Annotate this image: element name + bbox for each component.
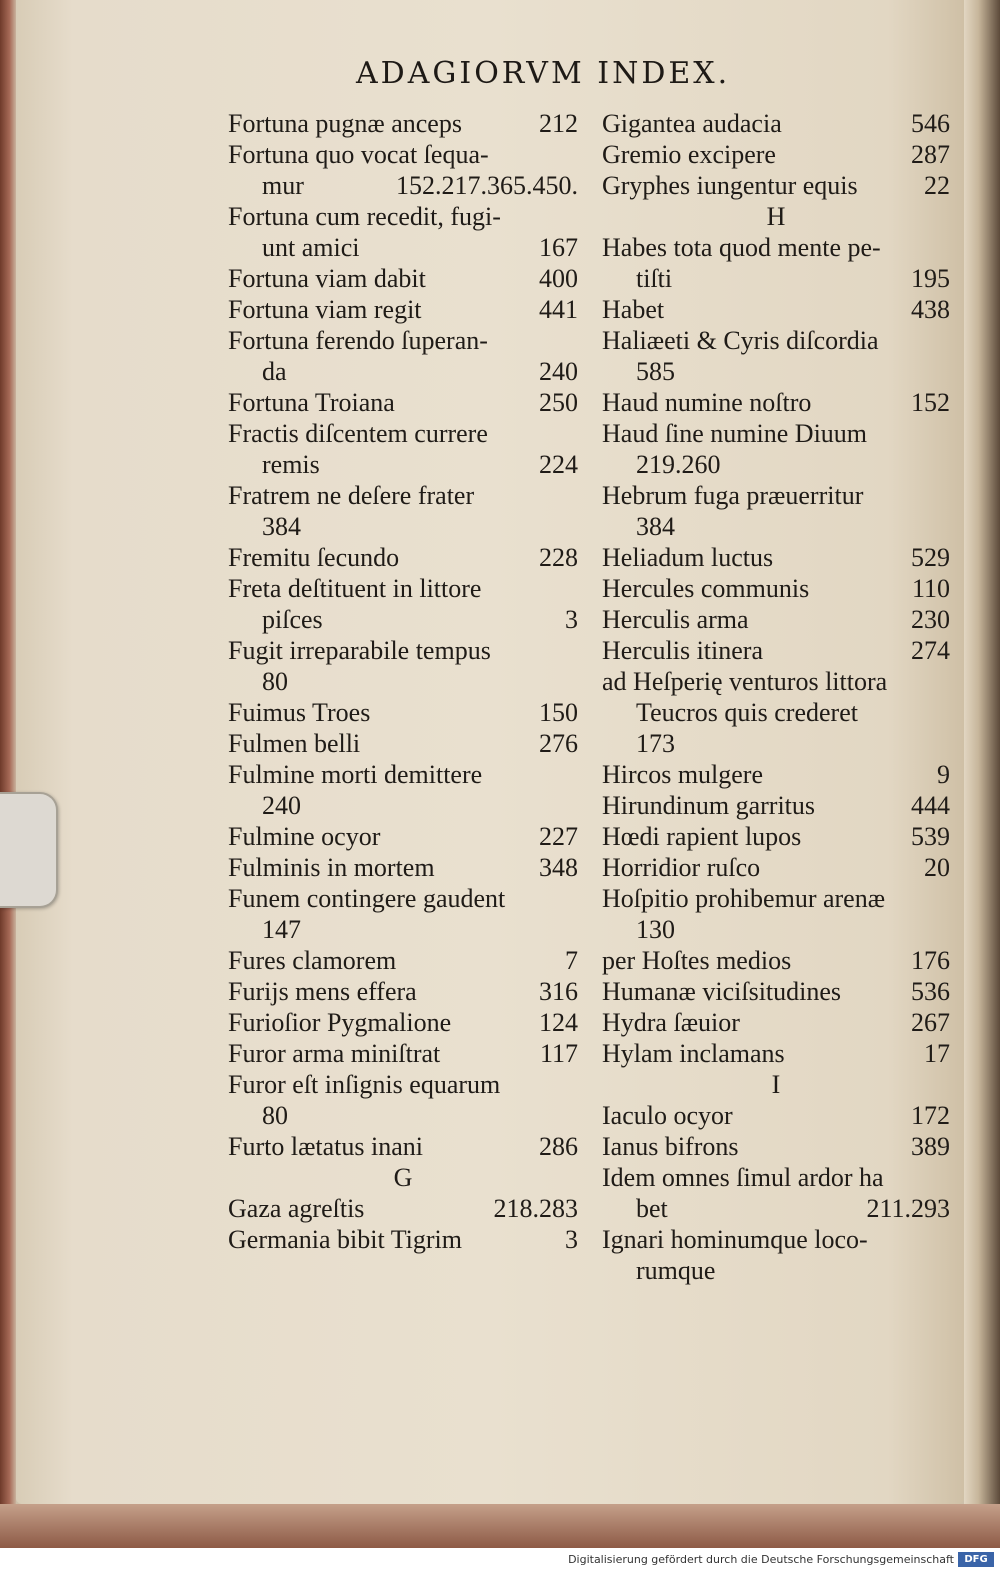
entry-text: remis (262, 450, 320, 479)
index-entry (602, 790, 950, 821)
entry-text: Furioſior Pygmalione (228, 1008, 452, 1037)
entry-page-ref: 444 (911, 791, 950, 820)
entry-line (602, 945, 950, 976)
entry-page-ref: 152 (911, 388, 950, 417)
entry-line (228, 511, 578, 542)
entry-line (602, 1007, 950, 1038)
entry-page-ref: 250 (539, 388, 578, 417)
entry-text: Gremio excipere (602, 140, 776, 169)
index-entry (228, 852, 578, 883)
entry-page-ref: 124 (539, 1008, 578, 1037)
index-entry (602, 1007, 950, 1038)
entry-line (602, 108, 950, 139)
entry-page-ref: 211.293 (866, 1194, 950, 1223)
entry-line (228, 108, 578, 139)
index-column-left (228, 108, 578, 1255)
entry-text: Furor arma miniſtrat (228, 1039, 441, 1068)
entry-line (228, 697, 578, 728)
entry-text: 384 (262, 512, 301, 541)
index-entry (228, 294, 578, 325)
entry-line (602, 1131, 950, 1162)
index-entry (228, 387, 578, 418)
entry-line (228, 449, 578, 480)
entry-text: Ignari hominumque loco- (602, 1225, 868, 1254)
entry-text: ad Heſperię venturos littora (602, 667, 888, 696)
entry-line (228, 790, 578, 821)
index-entry (228, 635, 578, 697)
entry-line (602, 697, 950, 728)
entry-line (228, 418, 578, 449)
index-entry (602, 325, 950, 387)
entry-page-ref: 3 (565, 1225, 578, 1254)
entry-line (602, 914, 950, 945)
entry-line (602, 790, 950, 821)
entry-line (228, 325, 578, 356)
index-entry (602, 945, 950, 976)
index-entry (228, 325, 578, 387)
entry-line (228, 604, 578, 635)
entry-page-ref: 274 (911, 636, 950, 665)
entry-text: 130 (636, 915, 675, 944)
index-entry (602, 294, 950, 325)
entry-text: Gryphes iungentur equis (602, 171, 858, 200)
index-entry (602, 108, 950, 139)
index-entry (602, 604, 950, 635)
entry-line (602, 666, 950, 697)
entry-text: Fulminis in mortem (228, 853, 435, 882)
index-entry (602, 635, 950, 666)
entry-text: Fremitu ſecundo (228, 543, 400, 572)
entry-text: 80 (262, 1101, 288, 1130)
index-entry (228, 480, 578, 542)
index-entry (602, 387, 950, 418)
entry-text: Furijs mens effera (228, 977, 417, 1006)
entry-text: Germania bibit Tigrim (228, 1225, 462, 1254)
entry-line (602, 449, 950, 480)
entry-text: Gaza agreſtis (228, 1194, 365, 1223)
index-entry (228, 139, 578, 201)
index-entry (602, 1162, 950, 1224)
entry-text: Hebrum fuga præuerritur (602, 481, 864, 510)
entry-line (228, 1100, 578, 1131)
index-entry (228, 542, 578, 573)
entry-line (602, 170, 950, 201)
entry-text: Fortuna viam dabit (228, 264, 426, 293)
entry-line (228, 914, 578, 945)
entry-line (602, 1038, 950, 1069)
entry-text: Hircos mulgere (602, 760, 764, 789)
entry-page-ref: 172 (911, 1101, 950, 1130)
entry-page-ref: 400 (539, 264, 578, 293)
entry-page-ref: 152.217.365.450. (396, 171, 578, 200)
entry-text: Habet (602, 295, 665, 324)
index-entry (228, 697, 578, 728)
entry-text: da (262, 357, 287, 386)
entry-text: Fortuna cum recedit, fugi- (228, 202, 501, 231)
index-entry (602, 852, 950, 883)
index-entry (228, 759, 578, 821)
entry-page-ref: 316 (539, 977, 578, 1006)
entry-line (602, 1100, 950, 1131)
dfg-logo: DFG (958, 1552, 994, 1567)
entry-text: 80 (262, 667, 288, 696)
index-entry (602, 1038, 950, 1069)
entry-line (228, 480, 578, 511)
section-letter: I (771, 1070, 781, 1099)
entry-page-ref: 286 (539, 1132, 578, 1161)
entry-page-ref: 7 (565, 946, 578, 975)
entry-line (602, 759, 950, 790)
entry-text: Fortuna viam regit (228, 295, 422, 324)
entry-page-ref: 267 (911, 1008, 950, 1037)
entry-page-ref: 536 (911, 977, 950, 1006)
entry-text: Herculis itinera (602, 636, 763, 665)
entry-line (602, 1255, 950, 1286)
entry-text: Hirundinum garritus (602, 791, 816, 820)
index-entry (228, 976, 578, 1007)
entry-text: Heliadum luctus (602, 543, 774, 572)
entry-line (602, 387, 950, 418)
entry-line (602, 604, 950, 635)
entry-line (602, 418, 950, 449)
entry-line (602, 263, 950, 294)
index-entry (602, 573, 950, 604)
entry-page-ref: 224 (539, 450, 578, 479)
entry-line (228, 1131, 578, 1162)
entry-text: 384 (636, 512, 675, 541)
index-entry (602, 418, 950, 480)
index-entry (228, 573, 578, 635)
entry-text: Fortuna Troiana (228, 388, 395, 417)
entry-text: rumque (636, 1256, 716, 1285)
entry-line (602, 1162, 950, 1193)
entry-page-ref: 438 (911, 295, 950, 324)
index-entry (228, 945, 578, 976)
footer-text: Digitalisierung gefördert durch die Deutsche Forschungsgemeinschaft (568, 1553, 954, 1566)
entry-page-ref: 9 (937, 760, 950, 789)
entry-line (602, 635, 950, 666)
entry-line (602, 139, 950, 170)
entry-line (602, 852, 950, 883)
entry-text: Haud numine noſtro (602, 388, 812, 417)
entry-line (228, 139, 578, 170)
entry-page-ref: 167 (539, 233, 578, 262)
index-entry (602, 1224, 950, 1286)
entry-text: Habes tota quod mente pe- (602, 233, 881, 262)
index-entry (228, 263, 578, 294)
entry-line (228, 573, 578, 604)
index-entry (228, 1038, 578, 1069)
entry-line (228, 1069, 578, 1100)
index-entry (602, 170, 950, 201)
entry-text: Haud ſine numine Diuum (602, 419, 868, 448)
entry-text: Hylam inclamans (602, 1039, 785, 1068)
entry-text: Hœdi rapient lupos (602, 822, 802, 851)
entry-page-ref: 348 (539, 853, 578, 882)
entry-line (228, 635, 578, 666)
entry-text: Fulmine ocyor (228, 822, 381, 851)
index-entry (602, 666, 950, 759)
entry-page-ref: 110 (911, 574, 950, 603)
entry-text: mur (262, 171, 304, 200)
entry-page-ref: 276 (539, 729, 578, 758)
entry-line (228, 1007, 578, 1038)
book-edge-right (964, 0, 1000, 1548)
entry-line (228, 728, 578, 759)
entry-text: Furto lætatus inani (228, 1132, 423, 1161)
page-clip (0, 792, 58, 908)
entry-text: Fulmen belli (228, 729, 361, 758)
entry-text: Gigantea audacia (602, 109, 782, 138)
entry-text: bet (636, 1194, 668, 1223)
index-entry (228, 418, 578, 480)
entry-text: Horridior ruſco (602, 853, 761, 882)
entry-text: Fuimus Troes (228, 698, 371, 727)
entry-text: Teucros quis crederet (636, 698, 858, 727)
index-entry (602, 542, 950, 573)
entry-text: 240 (262, 791, 301, 820)
index-entry (602, 1131, 950, 1162)
book-edge-left (0, 0, 16, 1548)
entry-text: Funem contingere gaudent (228, 884, 506, 913)
entry-page-ref: 195 (911, 264, 950, 293)
entry-line (228, 294, 578, 325)
entry-line (228, 1193, 578, 1224)
entry-line (228, 201, 578, 232)
index-entry (602, 821, 950, 852)
entry-line (228, 387, 578, 418)
entry-text: Fulmine morti demittere (228, 760, 483, 789)
index-entry (228, 1193, 578, 1224)
entry-text: Freta deſtituent in littore (228, 574, 482, 603)
index-entry (228, 821, 578, 852)
entry-page-ref: 441 (539, 295, 578, 324)
entry-line (602, 232, 950, 263)
entry-line (602, 573, 950, 604)
entry-page-ref: 539 (911, 822, 950, 851)
entry-page-ref: 22 (924, 171, 950, 200)
entry-line (228, 263, 578, 294)
entry-text: Idem omnes ſimul ardor ha (602, 1163, 884, 1192)
entry-page-ref: 176 (911, 946, 950, 975)
entry-line (602, 728, 950, 759)
index-entry (602, 232, 950, 294)
entry-text: Ianus bifrons (602, 1132, 739, 1161)
entry-page-ref: 218.283 (493, 1194, 578, 1223)
entry-page-ref: 389 (911, 1132, 950, 1161)
entry-page-ref: 117 (539, 1039, 578, 1068)
entry-text: Fures clamorem (228, 946, 397, 975)
entry-line (228, 759, 578, 790)
index-entry (228, 883, 578, 945)
index-entry (602, 976, 950, 1007)
entry-text: 173 (636, 729, 675, 758)
entry-text: per Hoſtes medios (602, 946, 792, 975)
index-entry (602, 759, 950, 790)
index-entry (602, 480, 950, 542)
book-edge-bottom (0, 1504, 1000, 1548)
entry-text: Fractis diſcentem currere (228, 419, 488, 448)
index-entry (228, 1007, 578, 1038)
entry-line (602, 821, 950, 852)
entry-text: 147 (262, 915, 301, 944)
index-entry (602, 1100, 950, 1131)
entry-line (228, 542, 578, 573)
entry-line (602, 480, 950, 511)
entry-text: Furor eſt inſignis equarum (228, 1070, 501, 1099)
entry-text: Fortuna quo vocat ſequa- (228, 140, 489, 169)
index-entry (228, 1224, 578, 1255)
index-entry (228, 1131, 578, 1162)
entry-line (228, 666, 578, 697)
entry-page-ref: 287 (911, 140, 950, 169)
entry-text: Fugit irreparabile tempus (228, 636, 491, 665)
index-entry (228, 1069, 578, 1131)
entry-page-ref: 227 (539, 822, 578, 851)
entry-line (228, 356, 578, 387)
entry-text: Fratrem ne deſere frater (228, 481, 475, 510)
entry-text: 219.260 (636, 450, 721, 479)
entry-text: tiſti (636, 264, 673, 293)
entry-page-ref: 529 (911, 543, 950, 572)
entry-text: Iaculo ocyor (602, 1101, 733, 1130)
entry-page-ref: 17 (924, 1039, 950, 1068)
index-entry (602, 883, 950, 945)
entry-page-ref: 230 (911, 605, 950, 634)
entry-line (228, 1038, 578, 1069)
entry-text: Hydra ſæuior (602, 1008, 740, 1037)
entry-line (602, 542, 950, 573)
entry-line (602, 883, 950, 914)
entry-page-ref: 20 (924, 853, 950, 882)
entry-text: unt amici (262, 233, 360, 262)
entry-text: Fortuna ferendo ſuperan- (228, 326, 488, 355)
entry-page-ref: 3 (565, 605, 578, 634)
entry-line (602, 976, 950, 1007)
section-letter: G (393, 1163, 413, 1192)
entry-text: Hercules communis (602, 574, 810, 603)
entry-line (228, 852, 578, 883)
index-entry (228, 201, 578, 263)
entry-text: Herculis arma (602, 605, 749, 634)
entry-line (602, 294, 950, 325)
entry-text: Humanæ viciſsitudines (602, 977, 842, 1006)
running-head: ADAGIORVM INDEX. (356, 56, 731, 91)
entry-line (602, 1224, 950, 1255)
entry-text: 585 (636, 357, 675, 386)
entry-line (228, 945, 578, 976)
entry-text: Hoſpitio prohibemur arenæ (602, 884, 886, 913)
section-letter: H (766, 202, 786, 231)
index-entry (228, 108, 578, 139)
entry-text: Haliæeti & Cyris diſcordia (602, 326, 879, 355)
entry-line (228, 170, 578, 201)
entry-line (602, 511, 950, 542)
entry-line (228, 976, 578, 1007)
entry-line (228, 821, 578, 852)
entry-text: piſces (262, 605, 323, 634)
entry-page-ref: 546 (911, 109, 950, 138)
entry-line (228, 232, 578, 263)
entry-line (228, 883, 578, 914)
entry-page-ref: 212 (539, 109, 578, 138)
footer-bar (0, 1548, 1000, 1572)
index-entry (602, 139, 950, 170)
index-column-right (602, 108, 950, 1286)
entry-page-ref: 240 (539, 357, 578, 386)
entry-line (602, 1193, 950, 1224)
entry-page-ref: 228 (539, 543, 578, 572)
entry-text: Fortuna pugnæ anceps (228, 109, 462, 138)
entry-page-ref: 150 (539, 698, 578, 727)
entry-line (228, 1224, 578, 1255)
entry-line (602, 325, 950, 356)
entry-line (602, 356, 950, 387)
index-entry (228, 728, 578, 759)
